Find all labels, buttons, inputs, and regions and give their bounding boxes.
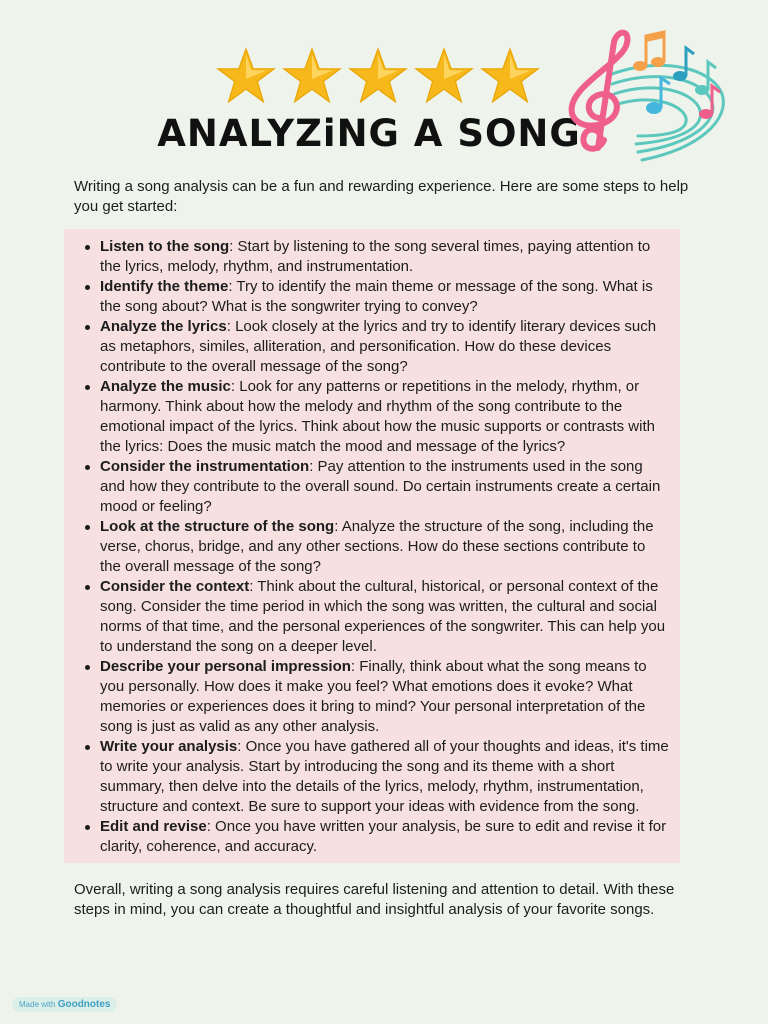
steps-list <box>64 229 680 857</box>
star-icon <box>480 46 540 106</box>
list-item <box>100 657 670 737</box>
made-with-badge <box>12 997 117 1012</box>
treble-clef-icon <box>572 33 628 149</box>
made-with-label: Made with <box>19 1000 56 1009</box>
step-text: : Try to identify the main theme or message of the song. What is the song about? What is the songwriter trying to convey? <box>100 278 653 315</box>
page-title: ANALYZiNG A SONG <box>157 112 581 155</box>
list-item <box>100 517 670 577</box>
step-term: Analyze the lyrics <box>100 318 227 335</box>
star-icon <box>282 46 342 106</box>
star-icon <box>348 46 408 106</box>
conclusion-paragraph: Overall, writing a song analysis requires careful listening and attention to detail. With these steps in mind, you can create a thoughtful and insightful analysis of your favorite songs. <box>74 881 675 918</box>
step-term: Describe your personal impression <box>100 658 351 675</box>
list-item <box>100 577 670 657</box>
step-text: : Pay attention to the instruments used in the song and how they contribute to the overall sound. Do certain instruments create a certain mood or feeling? <box>100 458 661 515</box>
step-text: : Start by listening to the song several times, paying attention to the lyrics, melody, rhythm, and instrumentation. <box>100 238 651 275</box>
step-text: : Look closely at the lyrics and try to identify literary devices such as metaphors, similes, alliteration, and personification. How do these devices contribute to the overall message of the song? <box>100 318 657 375</box>
step-term: Consider the context <box>100 578 250 595</box>
step-text: : Look for any patterns or repetitions in the melody, rhythm, or harmony. Think about how the melody and rhythm of the song contribute to the emotional impact of the lyrics. Think about how the music supports or contrasts with the lyrics: Does the music match the mood and message of the lyrics? <box>100 378 655 455</box>
step-term: Analyze the music <box>100 378 231 395</box>
music-note-icon <box>673 48 694 81</box>
star-icon <box>216 46 276 106</box>
list-item <box>100 737 670 817</box>
step-term: Write your analysis <box>100 738 238 755</box>
steps-panel <box>64 229 680 863</box>
goodnotes-brand: Goodnotes <box>57 999 111 1010</box>
music-notes-illustration <box>552 22 732 172</box>
step-term: Edit and revise <box>100 818 207 835</box>
star-icon <box>414 46 474 106</box>
list-item <box>100 277 670 317</box>
step-term: Look at the structure of the song <box>100 518 335 535</box>
list-item <box>100 377 670 457</box>
list-item <box>100 237 670 277</box>
music-note-icon <box>646 78 670 114</box>
step-text: : Once you have written your analysis, be sure to edit and revise it for clarity, coherence, and accuracy. <box>100 818 667 855</box>
step-text: : Analyze the structure of the song, including the verse, chorus, bridge, and any other sections. How do these sections contribute to the overall message of the song? <box>100 518 654 575</box>
step-term: Listen to the song <box>100 238 230 255</box>
step-term: Identify the theme <box>100 278 229 295</box>
step-text: : Once you have gathered all of your thoughts and ideas, it's time to write your analysis. Start by introducing the song and its theme with a short summary, then delve into the details of the lyrics, melody, rhythm, instrumentation, structure and context. Be sure to support your ideas with evidence from the song. <box>100 738 669 815</box>
step-text: : Finally, think about what the song means to you personally. How does it make you feel? What emotions does it evoke? What memories or experiences does it bring to mind? Your personal interpretation of the song is just as valid as any other analysis. <box>100 658 647 735</box>
list-item <box>100 457 670 517</box>
intro-paragraph: Writing a song analysis can be a fun and rewarding experience. Here are some steps to help you get started: <box>74 178 689 215</box>
rating-stars <box>216 46 540 106</box>
step-term: Consider the instrumentation <box>100 458 310 475</box>
list-item <box>100 317 670 377</box>
step-text: : Think about the cultural, historical, or personal context of the song. Consider the time period in which the song was written, the cultural and social norms of that time, and the personal experiences of the songwriter. This can help you to understand the song on a deeper level. <box>100 578 666 655</box>
list-item <box>100 817 670 857</box>
